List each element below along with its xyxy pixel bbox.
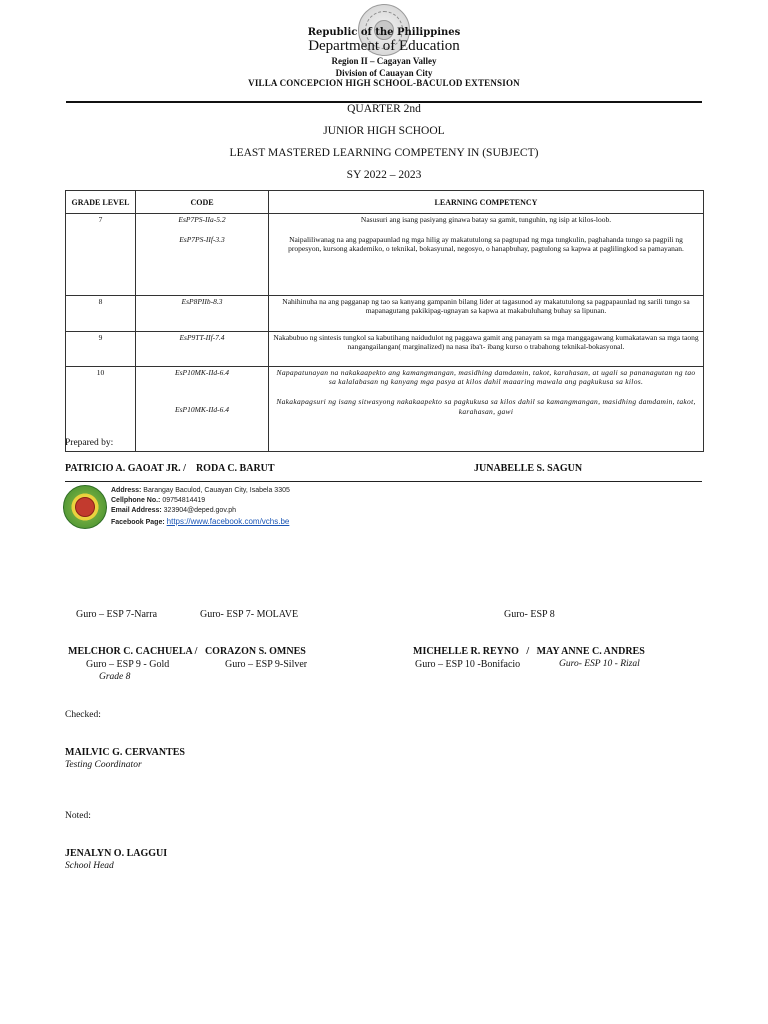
grade-cell: 8 [66,296,136,332]
subject-title: LEAST MASTERED LEARNING COMPETENY IN (SUBJECT) [229,147,539,159]
code-cell: EsP9TT-IIf-7.4 [136,332,269,367]
phone-line: Cellphone No.: 09754814419 [111,497,206,504]
level-title: JUNIOR HIGH SCHOOL [323,125,445,137]
competency-cell: Nahihinuha na ang pagganap ng tao sa kanyang gampanin bilang lider at tagasunod ay makatutulong sa pagpapaunlad ng sarili tungo sa mapanagutang pakikipag-ugnayan sa kapwa at makabuluhang buhay sa lipunan. [269,296,704,332]
table-row [66,214,704,296]
competency-cell [269,214,704,296]
school-name: VILLA CONCEPCION HIGH SCHOOL-BACULOD EXTENSION [248,78,520,88]
code-text: EsP7PS-IIa-5.2 [178,215,226,224]
competency-text: Napapatunayan na nakakaapekto ang kamangmangan, masidhing damdamin, takot, karahasan, at ugali sa pananagutan ng tao sa kalalabasan ng kanyang mga pasya at kilos dahil maaaring mawala ang pagkukusa sa kilos. [276,368,696,387]
table-row [66,296,704,332]
competency-cell: Nakabubuo ng sintesis tungkol sa kabutihang naidudulot ng paggawa gamit ang panayam sa mga manggagawang kumakatawan sa mga taong nangangailangan( marginalized) na nasa iba't- ibang kurso o trabahong teknikal-bokasyonal. [269,332,704,367]
role-rizal: Guro- ESP 10 - Rizal [559,659,640,669]
checker-name: MAILVIC G. CERVANTES [65,747,185,758]
noter-title: School Head [65,861,114,871]
address-line: Address: Barangay Baculod, Cauayan City, Isabela 3305 [111,487,290,494]
names-mid-left: MELCHOR C. CACHUELA / CORAZON S. OMNES [68,646,306,657]
school-year: SY 2022 – 2023 [346,169,422,181]
division-line: Division of Cauayan City [335,68,433,78]
header-code: CODE [136,191,269,214]
names-mid-right: MICHELLE R. REYNO / MAY ANNE C. ANDRES [413,646,645,657]
facebook-link[interactable]: https://www.facebook.com/vchs.be [166,517,290,526]
code-text: EsP7PS-IIf-3.3 [179,235,225,245]
department-title: Department of Education [308,38,460,54]
footer-divider [65,481,702,482]
code-text: EsP10MK-IId-6.4 [175,405,229,415]
code-cell [136,367,269,452]
checker-title: Testing Coordinator [65,760,142,770]
role-molave: Guro- ESP 7- MOLAVE [200,609,299,620]
competency-table [65,190,704,452]
region-line: Region II – Cagayan Valley [331,56,437,66]
noted-label: Noted: [65,811,91,821]
role-narra: Guro – ESP 7-Narra [76,609,158,620]
role-esp8: Guro- ESP 8 [504,609,555,620]
header-grade-level: GRADE LEVEL [66,191,136,214]
table-row [66,332,704,367]
noter-name: JENALYN O. LAGGUI [65,848,168,859]
competency-text: Naipaliliwanag na ang pagpapaunlad ng mga hilig ay makatutulong sa pagtupad ng mga tungkulin, paghahanda tungo sa pagpili ng propesyon, kursong akademiko, o teknikal, bokasyunal, negosyo, o hanapbuhay, pagtulong sa kapwa at paglilingkod sa pamayanan. [288,235,684,254]
competency-text: Nakakapagsuri ng isang sitwasyong nakakaapekto sa pagkukusa sa kilos dahil sa kamangmangan, masidhing damdamin, takot, karahasan, gawi [276,397,696,416]
quarter-title: QUARTER 2nd [347,103,421,115]
header-learning-competency: LEARNING COMPETENCY [269,191,704,214]
code-text: EsP10MK-IId-6.4 [175,368,229,377]
role-gold: Guro – ESP 9 - Gold [86,659,170,670]
facebook-line: Facebook Page: https://www.facebook.com/vchs.be [111,517,290,526]
grade8-label: Grade 8 [99,672,131,682]
email-line: Email Address: 323904@deped.gov.ph [111,507,237,514]
grade-cell: 10 [66,367,136,452]
code-cell [136,214,269,296]
code-cell: EsP8PIIb-8.3 [136,296,269,332]
checked-label: Checked: [65,710,101,720]
preparer-name-right: JUNABELLE S. SAGUN [474,463,583,474]
grade-cell: 9 [66,332,136,367]
preparer-names-left: PATRICIO A. GAOAT JR. / RODA C. BARUT [65,463,275,474]
table-row [66,367,704,452]
prepared-label: Prepared by: [65,438,114,448]
school-logo-icon [63,485,107,529]
competency-cell [269,367,704,452]
grade-cell: 7 [66,214,136,296]
competency-text: Nasusuri ang isang pasiyang ginawa batay sa gamit, tunguhin, ng isip at kilos-loob. [360,215,612,224]
republic-line: Republic of the Philippines [307,27,461,38]
table-header-row [66,191,704,214]
role-silver: Guro – ESP 9-Silver [225,659,308,670]
role-bonifacio: Guro – ESP 10 -Bonifacio [415,659,521,670]
